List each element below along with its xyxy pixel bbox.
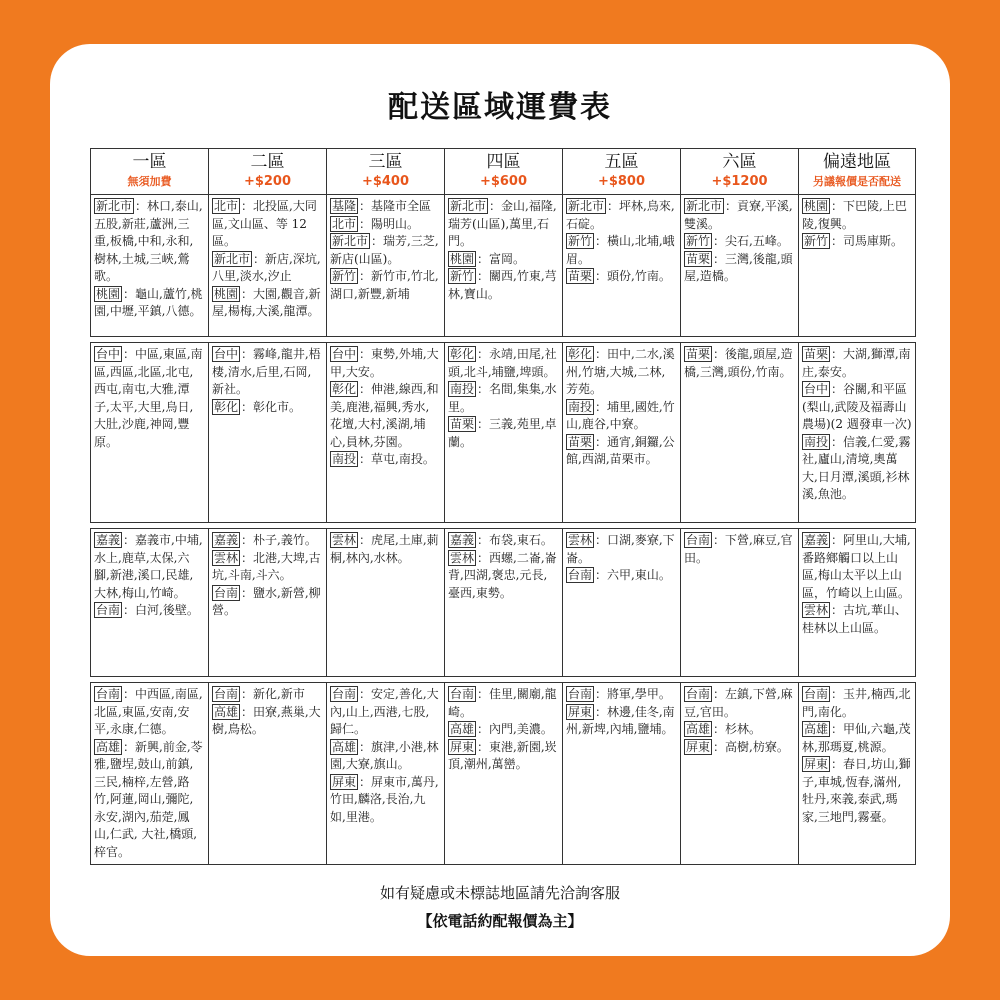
region-entry bbox=[566, 268, 677, 286]
zone-cell bbox=[327, 683, 445, 865]
zone-surcharge: +$400 bbox=[361, 174, 410, 189]
area-list: ：草屯,南投。 bbox=[359, 452, 435, 466]
area-list: ：林口,泰山,五股,新莊,蘆洲,三重,板橋,中和,永和,樹林,土城,三峽,鶯歌。 bbox=[94, 199, 203, 283]
area-list: ：阿里山,大埔,番路鄉觸口以上山區,梅山太平以上山區，竹崎以上山區。 bbox=[802, 533, 911, 600]
area-list: ：布袋,東石。 bbox=[477, 533, 553, 547]
city-label: 高雄 bbox=[214, 704, 239, 719]
city-label: 桃園 bbox=[450, 251, 475, 266]
region-entry bbox=[684, 739, 795, 757]
region-entry bbox=[566, 198, 677, 233]
zone-cell bbox=[327, 529, 445, 677]
city-label: 高雄 bbox=[96, 739, 121, 754]
area-list: ：中西區,南區,北區,東區,安南,安平,永康,仁德。 bbox=[94, 687, 203, 736]
zone-surcharge: +$600 bbox=[479, 174, 528, 189]
region-entry bbox=[566, 686, 677, 704]
city-label: 台南 bbox=[686, 687, 711, 701]
zone-cell bbox=[209, 343, 327, 523]
zone-cell bbox=[91, 195, 209, 337]
region-entry bbox=[566, 346, 677, 399]
area-list: ：新店,深坑,八里,淡水,汐止 bbox=[212, 251, 321, 283]
zone-cell bbox=[563, 343, 681, 523]
region-entry bbox=[212, 585, 323, 620]
region-entry bbox=[94, 739, 205, 862]
page-title: 配送區域運費表 bbox=[388, 90, 612, 125]
region-entry bbox=[448, 268, 559, 303]
region-entry bbox=[330, 346, 441, 381]
city-label: 嘉義 bbox=[96, 533, 121, 547]
region-entry bbox=[566, 704, 677, 739]
region-entry bbox=[802, 756, 912, 826]
area-list: ：名間,集集,水里。 bbox=[448, 382, 557, 414]
zone-cell bbox=[445, 529, 563, 677]
region-entry bbox=[330, 774, 441, 827]
city-label: 新竹 bbox=[804, 234, 829, 248]
area-list: ：旗津,小港,林園,大寮,旗山。 bbox=[330, 739, 439, 771]
region-entry bbox=[684, 721, 795, 739]
region-entry bbox=[684, 198, 795, 233]
region-entry bbox=[212, 198, 323, 251]
city-label: 新北市 bbox=[568, 199, 605, 213]
city-label: 北市 bbox=[214, 199, 239, 213]
region-entry bbox=[212, 399, 323, 417]
area-list: ：埔里,國姓,竹山,鹿谷,中寮。 bbox=[566, 399, 675, 431]
area-list: ：佳里,關廟,龍崎。 bbox=[448, 687, 557, 719]
zone-cell bbox=[799, 195, 916, 337]
area-list: ：瑞芳,三芝,新店(山區)。 bbox=[330, 234, 439, 266]
area-list: ：霧峰,龍井,梧棲,清水,后里,石岡,新社。 bbox=[212, 347, 321, 396]
city-label: 雲林 bbox=[568, 533, 593, 547]
city-label: 屏東 bbox=[686, 739, 711, 754]
city-label: 桃園 bbox=[96, 286, 121, 301]
area-list: ：六甲,東山。 bbox=[595, 568, 671, 582]
city-label: 屏東 bbox=[568, 704, 593, 719]
area-list: ：北港,大埤,古坑,斗南,斗六。 bbox=[212, 550, 321, 582]
area-list: ：司馬庫斯。 bbox=[831, 234, 904, 248]
region-entry bbox=[802, 233, 912, 251]
city-label: 桃園 bbox=[214, 286, 239, 301]
city-label: 彰化 bbox=[568, 347, 593, 361]
city-label: 苗栗 bbox=[686, 347, 711, 361]
city-label: 雲林 bbox=[332, 533, 357, 547]
region-entry bbox=[684, 346, 795, 381]
area-list: ：關西,竹東,芎林,寶山。 bbox=[448, 269, 557, 301]
region-entry bbox=[448, 416, 559, 451]
region-entry bbox=[212, 251, 323, 286]
city-label: 苗栗 bbox=[450, 417, 475, 431]
region-entry bbox=[684, 233, 795, 251]
region-entry bbox=[212, 704, 323, 739]
area-list: ：玉井,楠西,北門,南化。 bbox=[802, 687, 911, 719]
zone-cell bbox=[563, 195, 681, 337]
city-label: 台中 bbox=[96, 347, 121, 361]
city-label: 台南 bbox=[96, 687, 121, 701]
region-entry bbox=[566, 399, 677, 434]
area-list: ：北投區,大同區,文山區、等 12 區。 bbox=[212, 199, 317, 248]
area-list: ：陽明山。 bbox=[359, 216, 420, 231]
zone-cell bbox=[681, 683, 799, 865]
city-label: 苗栗 bbox=[568, 269, 593, 283]
region-entry bbox=[212, 286, 323, 321]
area-list: ：東港,新園,崁頂,潮州,萬巒。 bbox=[448, 739, 557, 771]
region-entry bbox=[684, 686, 795, 721]
area-list: ：三義,苑里,卓蘭。 bbox=[448, 417, 557, 449]
area-list: ：杉林。 bbox=[713, 722, 762, 736]
city-label: 新竹 bbox=[686, 234, 711, 248]
city-label: 台中 bbox=[332, 347, 357, 361]
area-list: ：坪林,烏來,石碇。 bbox=[566, 199, 675, 231]
footer-notice: 【依電話約配報價為主】 bbox=[417, 912, 583, 930]
city-label: 台南 bbox=[214, 585, 239, 600]
area-list: ：新興,前金,苓雅,鹽埕,鼓山,前鎮,三民,楠梓,左營,路竹,阿蓮,岡山,彌陀,永安,湖內,茄萣,鳳山,仁武, 大社,橋頭,梓官。 bbox=[94, 739, 203, 859]
region-entry bbox=[566, 567, 677, 585]
region-entry bbox=[802, 602, 912, 637]
region-entry bbox=[684, 251, 795, 286]
region-entry bbox=[212, 550, 323, 585]
zone-cell bbox=[445, 343, 563, 523]
region-entry bbox=[94, 286, 205, 321]
area-list: ：下營,麻豆,官田。 bbox=[684, 533, 793, 565]
city-label: 台中 bbox=[214, 347, 239, 361]
region-entry bbox=[566, 233, 677, 268]
area-list: ：龜山,蘆竹,桃園,中壢,平鎮,八德。 bbox=[94, 286, 203, 318]
city-label: 新北市 bbox=[96, 199, 133, 213]
area-list: ：鹽水,新營,柳營。 bbox=[212, 585, 321, 617]
zone-name: 二區 bbox=[250, 152, 285, 172]
zone-header bbox=[681, 149, 799, 195]
zone-name: 五區 bbox=[604, 152, 639, 172]
region-entry bbox=[566, 434, 677, 469]
area-list: ：甲仙,六龜,茂林,那瑪夏,桃源。 bbox=[802, 722, 911, 754]
city-label: 嘉義 bbox=[214, 533, 239, 547]
zone-cell bbox=[91, 529, 209, 677]
city-label: 台南 bbox=[804, 687, 829, 701]
area-list: ：彰化市。 bbox=[241, 399, 302, 414]
region-entry bbox=[94, 602, 205, 620]
region-entry bbox=[330, 451, 441, 469]
city-label: 北市 bbox=[332, 216, 357, 231]
area-list: ：貢寮,平溪,雙溪。 bbox=[684, 199, 793, 231]
zone-header-row bbox=[91, 149, 916, 195]
zone-header bbox=[209, 149, 327, 195]
zone-surcharge: +$800 bbox=[597, 174, 646, 189]
region-entry bbox=[212, 346, 323, 399]
city-label: 高雄 bbox=[686, 722, 711, 736]
city-label: 雲林 bbox=[450, 550, 475, 565]
zone-surcharge: 無須加費 bbox=[127, 175, 172, 188]
zone-cell bbox=[445, 683, 563, 865]
region-entry bbox=[802, 686, 912, 721]
region-row bbox=[91, 195, 916, 337]
region-entry bbox=[330, 216, 441, 234]
zone-header bbox=[327, 149, 445, 195]
area-list: ：東勢,外埔,大甲,大安。 bbox=[330, 347, 439, 379]
region-entry bbox=[448, 550, 559, 603]
zone-surcharge: 另議報價是否配送 bbox=[813, 175, 901, 188]
zone-cell bbox=[563, 529, 681, 677]
zone-cell bbox=[209, 683, 327, 865]
city-label: 台南 bbox=[332, 687, 357, 701]
city-label: 彰化 bbox=[214, 399, 239, 414]
city-label: 高雄 bbox=[332, 739, 357, 754]
city-label: 嘉義 bbox=[804, 533, 829, 547]
region-entry bbox=[330, 532, 441, 567]
city-label: 高雄 bbox=[450, 722, 475, 736]
area-list: ：嘉義市,中埔,水上,鹿草,太保,六腳,新港,溪口,民雄,大林,梅山,竹崎。 bbox=[94, 533, 203, 600]
area-list: ：谷關,和平區(梨山,武陵及福壽山農場)(2 週發車一次) bbox=[802, 382, 912, 431]
zone-header bbox=[563, 149, 681, 195]
area-list: ：金山,福隆,瑞芳(山區),萬里,石門。 bbox=[448, 199, 557, 248]
region-entry bbox=[448, 532, 559, 550]
region-row bbox=[91, 529, 916, 677]
city-label: 台南 bbox=[96, 603, 121, 617]
area-list: ：後龍,頭屋,造橋,三灣,頭份,竹南。 bbox=[684, 347, 793, 379]
area-list: ：虎尾,土庫,莿桐,林內,水林。 bbox=[330, 533, 439, 565]
zone-cell bbox=[327, 195, 445, 337]
area-list: ：田寮,燕巢,大樹,鳥松。 bbox=[212, 704, 321, 736]
area-list: ：高樹,枋寮。 bbox=[713, 739, 789, 754]
city-label: 彰化 bbox=[450, 347, 475, 361]
area-list: ：內門,美濃。 bbox=[477, 722, 553, 736]
region-entry bbox=[94, 532, 205, 602]
zone-header bbox=[91, 149, 209, 195]
zone-name: 六區 bbox=[722, 152, 757, 172]
region-entry bbox=[94, 198, 205, 286]
area-list: ：白河,後壁。 bbox=[123, 603, 199, 617]
zone-cell bbox=[681, 343, 799, 523]
region-entry bbox=[802, 346, 912, 381]
area-list: ：左鎮,下營,麻豆,官田。 bbox=[684, 687, 793, 719]
region-entry bbox=[802, 532, 912, 602]
city-label: 桃園 bbox=[804, 199, 829, 213]
city-label: 台南 bbox=[568, 568, 593, 582]
area-list: ：信義,仁愛,霧社,廬山,清境,奧萬大,日月潭,溪頭,衫林溪,魚池。 bbox=[802, 434, 911, 501]
region-entry bbox=[448, 251, 559, 269]
zone-cell bbox=[445, 195, 563, 337]
city-label: 台南 bbox=[568, 687, 593, 701]
area-list: ：永靖,田尾,社頭,北斗,埔鹽,埤頭。 bbox=[448, 347, 557, 379]
area-list: ：屏東市,萬丹,竹田,麟洛,長治,九如,里港。 bbox=[330, 774, 439, 824]
area-list: ：田中,二水,溪州,竹塘,大城,二林,芳苑。 bbox=[566, 347, 675, 396]
zone-cell bbox=[799, 683, 916, 865]
area-list: ：新竹市,竹北,湖口,新豐,新埔 bbox=[330, 269, 439, 301]
city-label: 屏東 bbox=[804, 757, 829, 771]
area-list: ：西螺,二崙,崙背,四湖,褒忠,元長,臺西,東勢。 bbox=[448, 550, 557, 600]
city-label: 新北市 bbox=[686, 199, 723, 213]
zone-header bbox=[445, 149, 563, 195]
area-list: ：富岡。 bbox=[477, 251, 526, 266]
area-list: ：通宵,銅鑼,公館,西湖,苗栗市。 bbox=[566, 434, 675, 466]
city-label: 南投 bbox=[332, 452, 357, 466]
area-list: ：尖石,五峰。 bbox=[713, 234, 789, 248]
city-label: 苗栗 bbox=[568, 434, 593, 449]
zone-cell bbox=[799, 529, 916, 677]
region-entry bbox=[448, 721, 559, 739]
area-list: ：橫山,北埔,峨眉。 bbox=[566, 234, 675, 266]
area-list: ：古坑,華山、桂林以上山區。 bbox=[802, 603, 907, 635]
city-label: 台中 bbox=[804, 382, 829, 396]
city-label: 南投 bbox=[568, 399, 593, 414]
city-label: 台南 bbox=[450, 687, 475, 701]
city-label: 彰化 bbox=[332, 382, 357, 396]
area-list: ：安定,善化,大內,山上,西港,七股,歸仁。 bbox=[330, 687, 439, 736]
region-entry bbox=[330, 739, 441, 774]
city-label: 台南 bbox=[686, 533, 711, 547]
city-label: 新北市 bbox=[450, 199, 487, 213]
region-entry bbox=[94, 346, 205, 451]
area-list: ：林邊,佳冬,南州,新埤,內埔,鹽埔。 bbox=[566, 704, 675, 736]
region-entry bbox=[448, 198, 559, 251]
region-entry bbox=[330, 686, 441, 739]
zone-cell bbox=[799, 343, 916, 523]
city-label: 基隆 bbox=[332, 199, 357, 213]
zone-cell bbox=[681, 195, 799, 337]
area-list: ：中區,東區,南區,西區,北區,北屯,西屯,南屯,大雅,潭子,太平,大里,烏日,大肚,沙鹿,神岡,豐原。 bbox=[94, 347, 203, 449]
city-label: 高雄 bbox=[804, 722, 829, 736]
zone-cell bbox=[327, 343, 445, 523]
city-label: 苗栗 bbox=[804, 347, 829, 361]
region-entry bbox=[330, 233, 441, 268]
region-entry bbox=[802, 434, 912, 504]
city-label: 雲林 bbox=[804, 603, 829, 617]
region-entry bbox=[212, 686, 323, 704]
city-label: 新北市 bbox=[332, 234, 369, 248]
city-label: 苗栗 bbox=[686, 251, 711, 266]
city-label: 南投 bbox=[450, 382, 475, 396]
area-list: ：新化,新市 bbox=[241, 687, 305, 701]
city-label: 台南 bbox=[214, 687, 239, 701]
region-row bbox=[91, 343, 916, 523]
region-entry bbox=[330, 198, 441, 216]
zone-table bbox=[90, 148, 916, 865]
zone-cell bbox=[563, 683, 681, 865]
zone-name: 四區 bbox=[486, 152, 521, 172]
zone-surcharge: +$200 bbox=[243, 174, 292, 189]
area-list: ：口湖,麥寮,下崙。 bbox=[566, 533, 675, 565]
area-list: ：三灣,後龍,頭屋,造橋。 bbox=[684, 251, 793, 283]
region-entry bbox=[448, 381, 559, 416]
city-label: 嘉義 bbox=[450, 533, 475, 547]
region-entry bbox=[802, 198, 912, 233]
region-entry bbox=[684, 532, 795, 567]
region-entry bbox=[566, 532, 677, 567]
region-entry bbox=[212, 532, 323, 550]
zone-cell bbox=[209, 195, 327, 337]
city-label: 屏東 bbox=[332, 774, 357, 789]
region-entry bbox=[802, 721, 912, 756]
region-entry bbox=[448, 686, 559, 721]
region-entry bbox=[802, 381, 912, 434]
area-list: ：頭份,竹南。 bbox=[595, 269, 671, 283]
area-list: ：基隆市全區 bbox=[359, 199, 432, 213]
footer-note: 如有疑慮或未標誌地區請先洽詢客服 bbox=[379, 884, 620, 902]
region-row bbox=[91, 683, 916, 865]
city-label: 南投 bbox=[804, 434, 829, 449]
zone-cell bbox=[91, 343, 209, 523]
region-entry bbox=[330, 268, 441, 303]
rate-card bbox=[50, 44, 950, 956]
area-list: ：將軍,學甲。 bbox=[595, 687, 671, 701]
city-label: 雲林 bbox=[214, 550, 239, 565]
region-entry bbox=[94, 686, 205, 739]
area-list: ：下巴陵,上巴陵,復興。 bbox=[802, 199, 907, 231]
city-label: 新竹 bbox=[450, 269, 475, 283]
city-label: 新竹 bbox=[568, 234, 593, 248]
city-label: 新竹 bbox=[332, 269, 357, 283]
city-label: 屏東 bbox=[450, 739, 475, 754]
zone-header bbox=[799, 149, 916, 195]
region-entry bbox=[448, 346, 559, 381]
area-list: ：春日,坊山,獅子,車城,恆春,滿州,牡丹,來義,泰武,瑪家,三地門,霧臺。 bbox=[802, 757, 911, 824]
zone-name: 三區 bbox=[368, 152, 403, 172]
zone-name: 偏遠地區 bbox=[823, 152, 891, 172]
area-list: ：朴子,義竹。 bbox=[241, 533, 317, 547]
city-label: 新北市 bbox=[214, 251, 251, 266]
zone-cell bbox=[91, 683, 209, 865]
region-entry bbox=[330, 381, 441, 451]
area-list: ：伸港,線西,和美,鹿港,福興,秀水,花壇,大村,溪湖,埔心,員林,芬園。 bbox=[330, 382, 439, 449]
zone-surcharge: +$1200 bbox=[711, 174, 768, 189]
zone-name: 一區 bbox=[132, 152, 167, 172]
region-entry bbox=[448, 739, 559, 774]
area-list: ：大湖,獅潭,南庄,泰安。 bbox=[802, 347, 911, 379]
zone-cell bbox=[209, 529, 327, 677]
zone-cell bbox=[681, 529, 799, 677]
area-list: ：大園,觀音,新屋,楊梅,大溪,龍潭。 bbox=[212, 286, 321, 318]
